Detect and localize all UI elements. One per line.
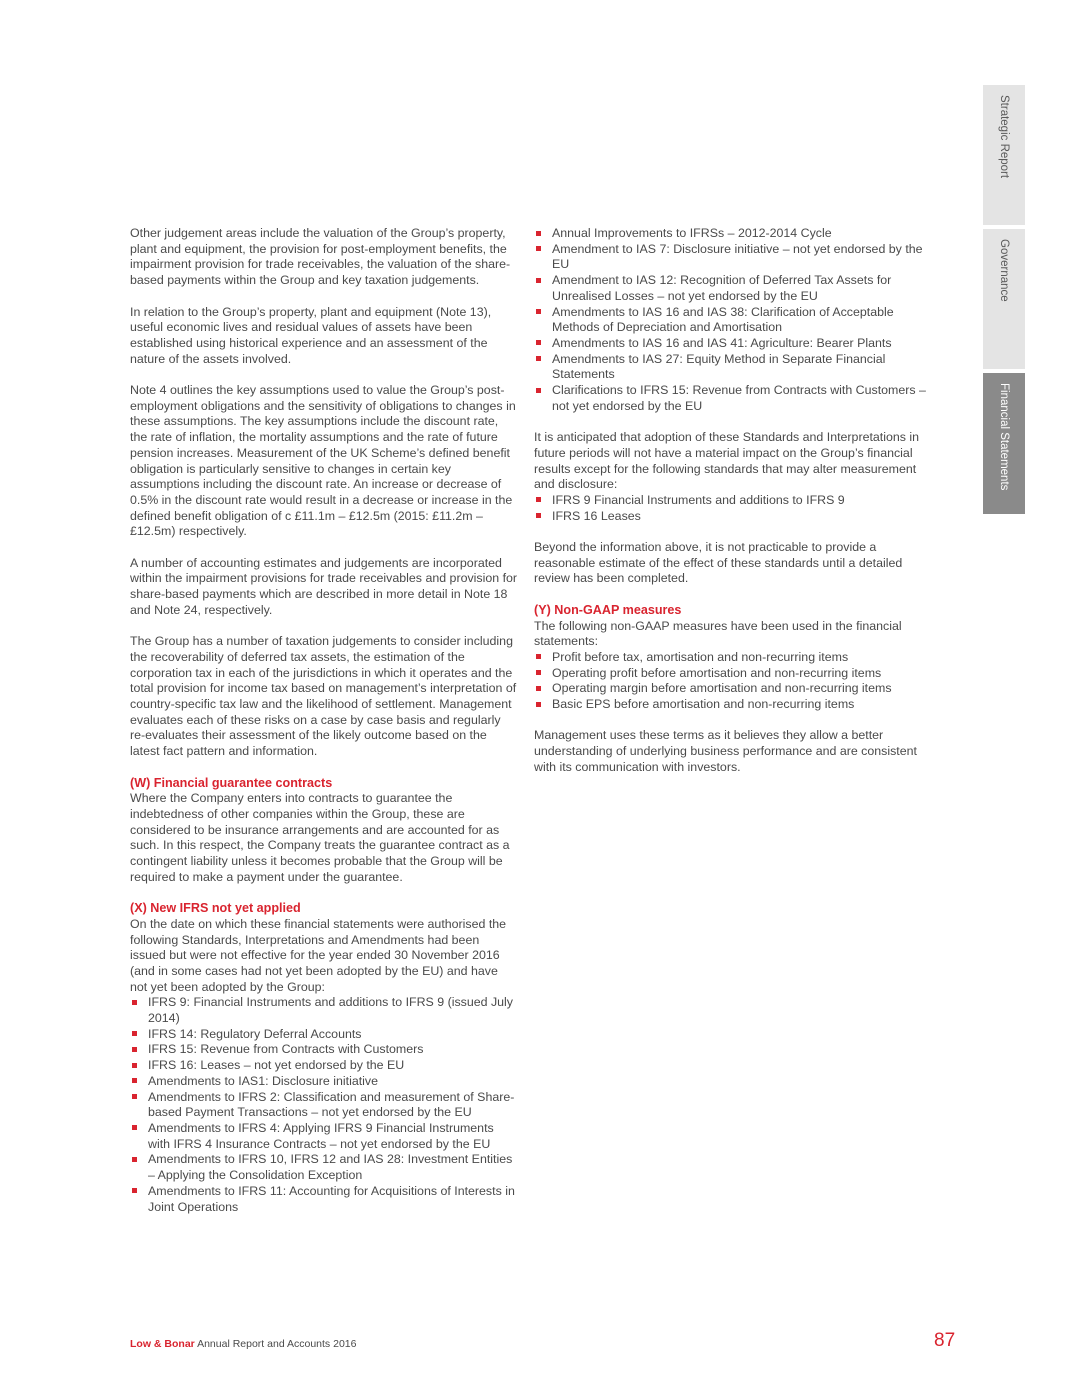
footer-title: Annual Report and Accounts 2016 bbox=[197, 1338, 357, 1350]
list-item: Amendments to IAS 16 and IAS 41: Agriculture: Bearer Plants bbox=[534, 336, 926, 352]
list-item: IFRS 14: Regulatory Deferral Accounts bbox=[130, 1027, 518, 1043]
paragraph: It is anticipated that adoption of these Standards and Interpretations in future periods will not have a material impact on the Group’s financial results except for the following standards that may alter measurement and disclosure: bbox=[534, 430, 920, 492]
right-column bbox=[534, 226, 926, 791]
tab-label: Financial Statements bbox=[998, 383, 1010, 491]
list-item: Profit before tax, amortisation and non-recurring items bbox=[534, 650, 926, 666]
list-item: IFRS 16 Leases bbox=[534, 509, 926, 525]
section-heading-x: (X) New IFRS not yet applied bbox=[130, 901, 301, 916]
list-item: IFRS 9: Financial Instruments and additions to IFRS 9 (issued July 2014) bbox=[130, 995, 518, 1026]
list-item: Operating margin before amortisation and non-recurring items bbox=[534, 681, 926, 697]
list-item: Amendments to IFRS 10, IFRS 12 and IAS 28: Investment Entities – Applying the Consolidation Exception bbox=[130, 1152, 518, 1183]
list-item: IFRS 9 Financial Instruments and additions to IFRS 9 bbox=[534, 493, 926, 509]
section-heading-w: (W) Financial guarantee contracts bbox=[130, 775, 333, 790]
bullet-list bbox=[130, 995, 518, 1215]
tab-governance[interactable] bbox=[983, 229, 1025, 369]
footer bbox=[130, 1338, 356, 1350]
list-item: IFRS 16: Leases – not yet endorsed by the EU bbox=[130, 1058, 518, 1074]
bullet-list bbox=[534, 493, 926, 524]
bullet-list bbox=[534, 226, 926, 414]
paragraph: Management uses these terms as it believes they allow a better understanding of underlying business performance and are consistent with its communication with investors. bbox=[534, 728, 917, 774]
list-item: Basic EPS before amortisation and non-recurring items bbox=[534, 697, 926, 713]
paragraph: On the date on which these financial statements were authorised the following Standards, Interpretations and Amendments had been issued but were not effective for the year ended 30 November 2016 (and in some cases had not yet been adopted by the EU) and have not yet been adopted by the Group: bbox=[130, 916, 507, 994]
paragraph: Note 4 outlines the key assumptions used to value the Group’s post-employment obligations and the sensitivity of obligations to changes in these assumptions. The key assumptions include the discount rate, the rate of inflation, the mortality assumptions and the rate of future pension increases. Measurement of the UK Scheme’s defined benefit obligation is particularly sensitive to changes in certain key assumptions including the discount rate. An increase or decrease of 0.5% in the discount rate would result in a decrease or increase in the defined benefit obligation of c £11.1m – £12.5m (2015: £11.2m – £12.5m) respectively. bbox=[130, 383, 516, 539]
list-item: Amendments to IFRS 4: Applying IFRS 9 Financial Instruments with IFRS 4 Insurance Contracts – not yet endorsed by the EU bbox=[130, 1121, 518, 1152]
list-item: Amendments to IAS 16 and IAS 38: Clarification of Acceptable Methods of Depreciation and Amortisation bbox=[534, 305, 926, 336]
bullet-list bbox=[534, 650, 926, 713]
list-item: Amendments to IFRS 11: Accounting for Acquisitions of Interests in Joint Operations bbox=[130, 1184, 518, 1215]
section-heading-y: (Y) Non-GAAP measures bbox=[534, 602, 682, 617]
list-item: Amendments to IAS 27: Equity Method in Separate Financial Statements bbox=[534, 352, 926, 383]
tab-label: Governance bbox=[998, 239, 1010, 302]
list-item: Operating profit before amortisation and non-recurring items bbox=[534, 666, 926, 682]
paragraph: Beyond the information above, it is not practicable to provide a reasonable estimate of the effect of these standards until a detailed review has been completed. bbox=[534, 540, 903, 586]
paragraph: In relation to the Group’s property, plant and equipment (Note 13), useful economic lives and residual values of assets have been established using historical experience and an assessment of the nature of the assets involved. bbox=[130, 304, 492, 366]
list-item: Amendments to IFRS 2: Classification and measurement of Share-based Payment Transactions – not yet endorsed by the EU bbox=[130, 1090, 518, 1121]
list-item: Annual Improvements to IFRSs – 2012-2014 Cycle bbox=[534, 226, 926, 242]
tab-label: Strategic Report bbox=[998, 95, 1010, 179]
tab-strategic-report[interactable] bbox=[983, 85, 1025, 225]
paragraph: Other judgement areas include the valuation of the Group’s property, plant and equipment, the provision for post-employment benefits, the impairment provision for trade receivables, the valuation of the share-based payments within the Group and key taxation judgements. bbox=[130, 226, 511, 288]
paragraph: The following non-GAAP measures have been used in the financial statements: bbox=[534, 618, 902, 649]
left-column bbox=[130, 226, 518, 1231]
page-number: 87 bbox=[934, 1330, 956, 1351]
paragraph: A number of accounting estimates and judgements are incorporated within the impairment provisions for trade receivables and provision for share-based payments which are described in more detail in Note 18 and Note 24, respectively. bbox=[130, 555, 518, 617]
list-item: Amendment to IAS 12: Recognition of Deferred Tax Assets for Unrealised Losses – not yet endorsed by the EU bbox=[534, 273, 926, 304]
paragraph: Where the Company enters into contracts to guarantee the indebtedness of other companies within the Group, these are considered to be insurance arrangements and are accounted for as such. In this respect, the Company treats the guarantee contract as a contingent liability unless it becomes probable that the Group will be required to make a payment under the guarantee. bbox=[130, 791, 510, 884]
tab-financial-statements[interactable] bbox=[983, 373, 1025, 514]
paragraph: The Group has a number of taxation judgements to consider including the recoverability of deferred tax assets, the estimation of the corporation tax in each of the jurisdictions in which it operates and the total provision for income tax based on management’s interpretation of country-specific tax law and the likelihood of settlement. Management evaluates each of these risks on a case by case basis and regularly re-evaluates their assessment of the likely outcome based on the latest fact pattern and information. bbox=[130, 634, 517, 759]
list-item: IFRS 15: Revenue from Contracts with Customers bbox=[130, 1042, 518, 1058]
list-item: Amendments to IAS1: Disclosure initiative bbox=[130, 1074, 518, 1090]
list-item: Amendment to IAS 7: Disclosure initiative – not yet endorsed by the EU bbox=[534, 242, 926, 273]
list-item: Clarifications to IFRS 15: Revenue from Contracts with Customers – not yet endorsed by the EU bbox=[534, 383, 926, 414]
footer-brand: Low & Bonar bbox=[130, 1338, 195, 1350]
